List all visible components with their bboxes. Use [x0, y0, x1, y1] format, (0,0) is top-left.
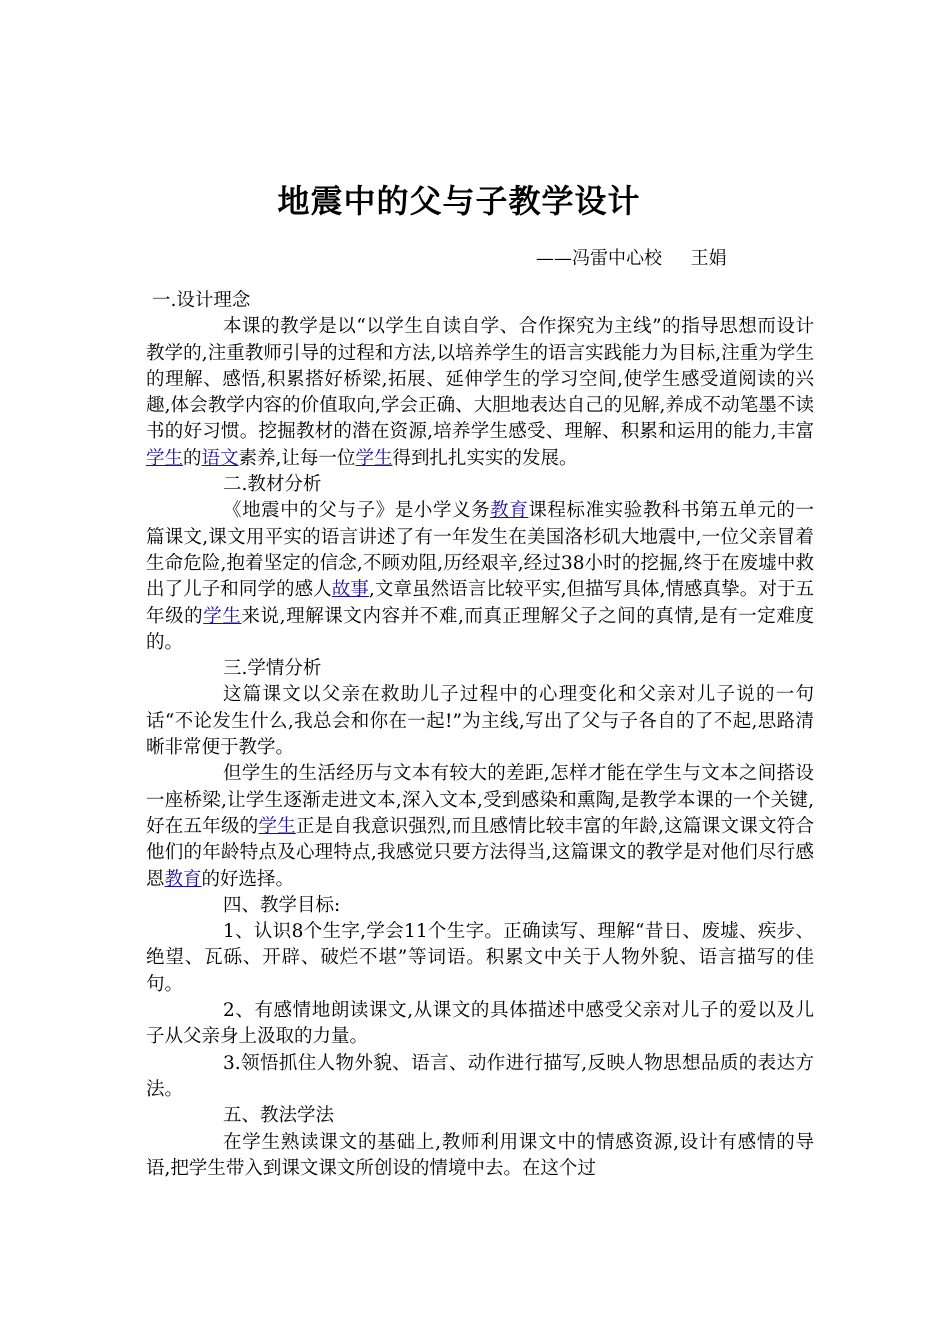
text-run: 来说,理解课文内容并不难,而真正理解父子之间的真情,是有一定难度的。: [146, 605, 814, 653]
text-run: 本课的教学是以“以学生自读自学、合作探究为主线”的指导思想而设计教学的,注重教师引导的过程和方法,以培养学生的语言实践能力为目标,注重为学生的理解、感悟,积累搭好桥梁,拓展、延伸学生的学习空间,使学生感受道阅读的兴趣,体会教学内容的价值取向,学会正确、大胆地表达自己的见解,养成不动笔墨不读书的好习惯。挖掘教材的潜在资源,培养学生感受、理解、积累和运用的能力,丰富: [146, 316, 814, 443]
paragraph-design-concept: [146, 314, 814, 472]
document-title: 地震中的父与子教学设计: [277, 182, 641, 220]
paragraph-goal-3: 3.领悟抓住人物外貌、语言、动作进行描写,反映人物思想品质的表达方法。: [146, 1052, 814, 1100]
author-byline: ——冯雷中心校 王娟: [536, 248, 727, 269]
link-xuesheng[interactable]: 学生: [355, 447, 393, 469]
section-heading-design-concept: 一.设计理念: [152, 290, 251, 311]
link-xuesheng[interactable]: 学生: [203, 605, 242, 627]
paragraph-goal-2: 2、有感情地朗读课文,从课文的具体描述中感受父亲对儿子的爱以及儿子从父亲身上汲取的力量。: [146, 1000, 814, 1048]
paragraph-learner-analysis-2: [146, 761, 814, 892]
text-run: 但学生的生活经历与文本有较大的差距,怎样才能在学生与文本之间搭设一座桥梁,让学生逐渐走进文本,深入文本,受到感染和熏陶,是教学本课的一个关键,好在五年级的: [146, 763, 814, 837]
text-run: 正是自我意识强烈,而且感情比较丰富的年龄,这篇课文课文符合他们的年龄特点及心理特点,我感觉只要方法得当,这篇课文的教学是对他们尽行感恩: [146, 815, 814, 890]
link-gushi[interactable]: 故事: [331, 579, 369, 601]
text-run: ,文章虽然语言比较平实,但描写具体,情感真挚。对于五年级的: [146, 579, 814, 627]
section-heading-learner-analysis: 三.学情分析: [223, 658, 322, 680]
paragraph-goal-1: 1、认识8个生字,学会11个生字。正确读写、理解“昔日、废墟、疾步、绝望、瓦砾、开辟、破烂不堪”等词语。积累文中关于人物外貌、语言描写的佳句。: [146, 921, 814, 995]
paragraph-learner-analysis-1: 这篇课文以父亲在救助儿子过程中的心理变化和父亲对儿子说的一句话“不论发生什么,我总会和你在一起!”为主线,写出了父与子各自的了不起,思路清晰非常便于教学。: [146, 684, 814, 759]
document-body: [146, 288, 814, 1182]
link-jiaoyu[interactable]: 教育: [164, 868, 202, 890]
text-run: 课程标准实验教科书第五单元的一篇课文,课文用平实的语言讲述了有一年发生在美国洛杉矶大地震中,一位父亲冒着生命危险,抱着坚定的信念,不顾劝阻,历经艰辛,经过38小时的挖掘,终于在废墟中救出了儿子和同学的感人: [146, 500, 814, 601]
text-run: 得到扎扎实实的发展。: [392, 447, 578, 469]
paragraph-methods: 在学生熟读课文的基础上,教师利用课文中的情感资源,设计有感情的导语,把学生带入到课文课文所创设的情境中去。在这个过: [146, 1131, 814, 1179]
link-jiaoyu[interactable]: 教育: [490, 500, 529, 522]
text-run: 《地震中的父与子》是小学义务: [223, 500, 491, 522]
link-xuesheng[interactable]: 学生: [258, 815, 296, 837]
paragraph-textbook-analysis: [146, 498, 814, 656]
text-run: 的: [183, 447, 202, 469]
text-run: 素养,让每一位: [238, 447, 356, 469]
section-heading-textbook-analysis: 二.教材分析: [223, 474, 322, 496]
link-xuesheng[interactable]: 学生: [146, 447, 184, 469]
section-heading-teaching-goals: 四、教学目标:: [223, 894, 341, 916]
section-heading-methods: 五、教法学法: [223, 1105, 335, 1127]
text-run: 的好选择。: [201, 868, 295, 890]
link-yuwen[interactable]: 语文: [201, 447, 239, 469]
